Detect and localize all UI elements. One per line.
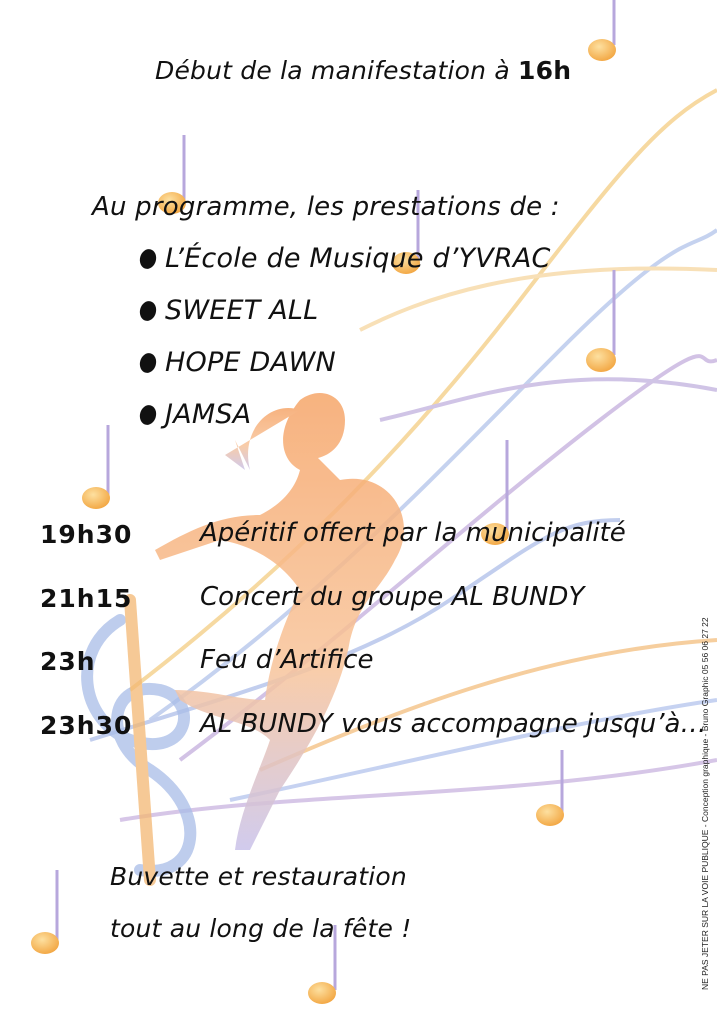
intro-text: Début de la manifestation à xyxy=(155,56,518,85)
performer-item xyxy=(140,243,551,274)
side-credit: NE PAS JETER SUR LA VOIE PUBLIQUE - Conception graphique - Bruno Graphic 05 56 06 27 22 xyxy=(700,617,710,990)
bullet-icon xyxy=(138,403,159,426)
bullet-icon xyxy=(138,351,159,374)
schedule-time: 21h15 xyxy=(40,584,133,613)
performer-name: L’École de Musique d’YVRAC xyxy=(165,243,551,274)
schedule-time: 19h30 xyxy=(40,520,133,549)
performer-name: HOPE DAWN xyxy=(165,347,336,378)
intro-line xyxy=(155,56,571,85)
performer-name: SWEET ALL xyxy=(165,295,319,326)
footer-line-1: Buvette et restauration xyxy=(110,862,407,891)
performer-item xyxy=(140,295,318,326)
schedule-description: AL BUNDY vous accompagne jusqu’à… xyxy=(200,709,707,739)
bullet-icon xyxy=(138,247,159,270)
performer-item xyxy=(140,399,251,430)
footer-line-2: tout au long de la fête ! xyxy=(110,914,412,943)
performer-item xyxy=(140,347,336,378)
intro-start-time: 16h xyxy=(518,56,572,85)
schedule-description: Feu d’Artifice xyxy=(200,645,374,675)
programme-title: Au programme, les prestations de : xyxy=(92,192,560,222)
schedule-time: 23h xyxy=(40,647,96,676)
schedule-description: Concert du groupe AL BUNDY xyxy=(200,582,585,612)
schedule-time: 23h30 xyxy=(40,711,133,740)
schedule-description: Apéritif offert par la municipalité xyxy=(200,518,626,548)
bullet-icon xyxy=(138,299,159,322)
performer-name: JAMSA xyxy=(165,399,252,430)
treble-clef xyxy=(87,600,190,880)
